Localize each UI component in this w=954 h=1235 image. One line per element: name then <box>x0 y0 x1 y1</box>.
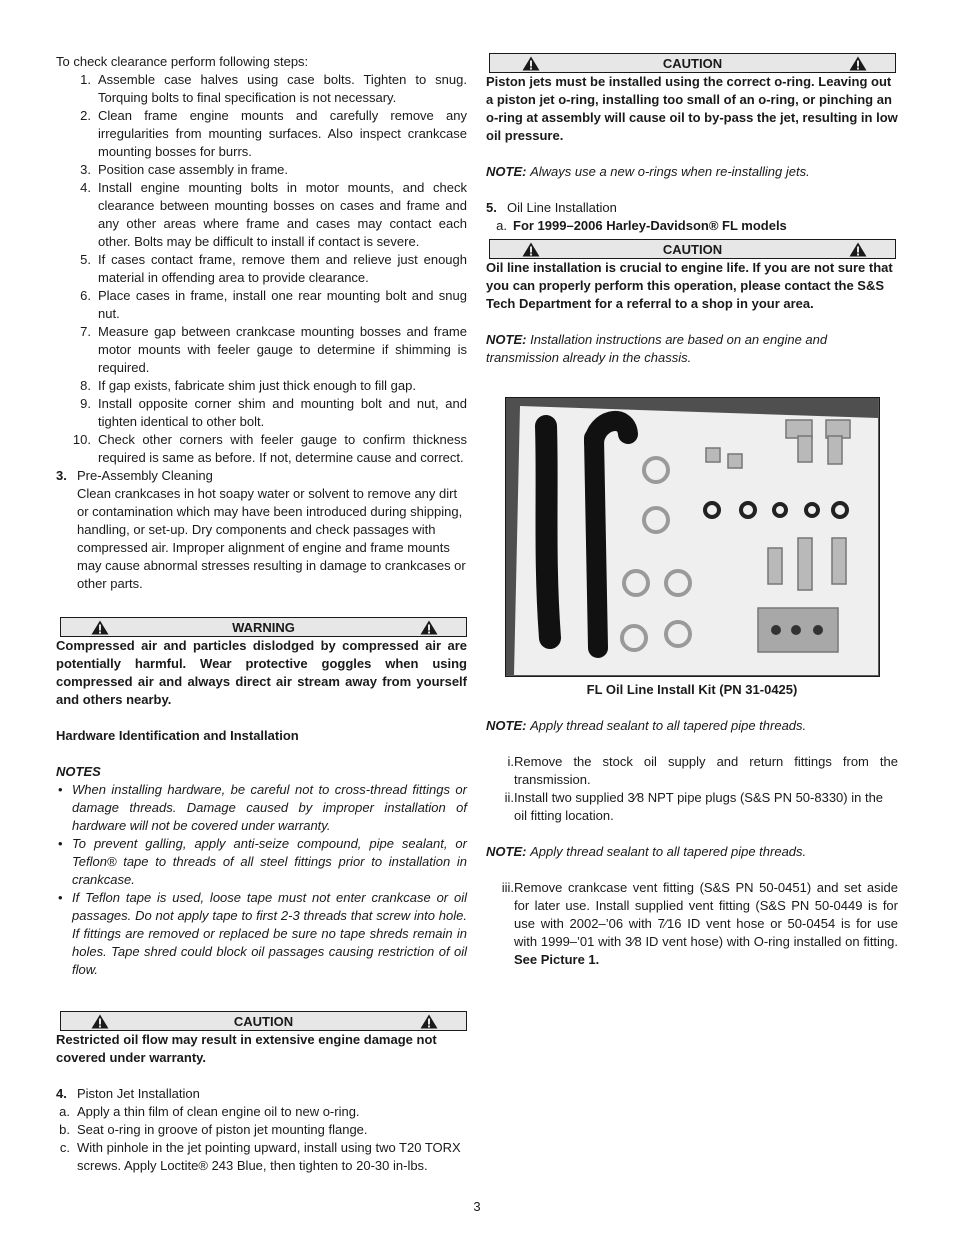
step-text: Clean frame engine mounts and carefully remove any irregularities from mounting surfaces. Also inspect crankcase mounting bosses for burrs. <box>98 108 467 159</box>
piston-jet-step <box>56 1103 467 1121</box>
roman-text: Install two supplied 3⁄8 NPT pipe plugs (S&S PN 50-8330) in the oil fitting location. <box>514 790 884 823</box>
note-label: NOTE: <box>486 844 527 859</box>
note-item <box>56 781 467 835</box>
clearance-step <box>56 377 467 395</box>
step-text: Place cases in frame, install one rear mounting bolt and snug nut. <box>98 288 467 321</box>
roman-step-i <box>486 753 898 789</box>
section-title: Piston Jet Installation <box>77 1086 200 1101</box>
caution-text: Piston jets must be installed using the correct o-ring. Leaving out a piston jet o-ring, installing too small of an o-ring, or pinching an o-ring at assembly will cause oil to by-pass the jet, resulting in low oil pressure. <box>486 74 898 143</box>
warning-label: WARNING <box>232 620 295 635</box>
roman-numeral: ii. <box>504 790 514 805</box>
step-number: 7. <box>80 324 91 339</box>
piston-jet-step <box>56 1121 467 1139</box>
item-letter: a. <box>496 218 507 233</box>
note-label: NOTE: <box>486 718 527 733</box>
note-text: Apply thread sealant to all tapered pipe threads. <box>530 718 807 733</box>
warning-text: Compressed air and particles dislodged by compressed air are potentially harmful. Wear protective goggles when using compressed air and always direct air stream away from yourself and others nearby. <box>56 638 467 707</box>
left-column <box>56 53 467 1175</box>
roman-text-body: Remove crankcase vent fitting (S&S PN 50-0451) and set aside for later use. Install supplied vent fitting (S&S PN 50-0449 is for use with 2002–’06 with 7⁄16 ID vent hose or 50-0454 is for use with 1999–’01 with 3⁄8 ID vent hose) with O-ring installed on fitting. <box>514 880 898 949</box>
bullet: • <box>58 782 63 797</box>
section-3-body: Clean crankcases in hot soapy water or solvent to remove any dirt or contamination which may have been introduced during shipping, handling, or set-up. Dry components and check passages with compressed air. Improper alignment of engine and frame mounts may cause abnormal stresses resulting in damage to crankcases or other parts. <box>77 486 466 591</box>
roman-numeral: iii. <box>501 880 514 895</box>
step-number: 4. <box>80 180 91 195</box>
note <box>486 843 898 861</box>
note-text: Always use a new o-rings when re-installing jets. <box>530 164 810 179</box>
item-text: For 1999–2006 Harley-Davidson® FL models <box>513 218 787 233</box>
clearance-step <box>56 251 467 287</box>
clearance-step <box>56 395 467 431</box>
note-text: Apply thread sealant to all tapered pipe threads. <box>530 844 807 859</box>
note <box>486 331 898 367</box>
clearance-step <box>56 323 467 377</box>
photo-caption: FL Oil Line Install Kit (PN 31-0425) <box>586 682 798 697</box>
caution-label: CAUTION <box>662 56 723 71</box>
section-title: Pre-Assembly Cleaning <box>77 468 213 483</box>
step-letter: a. <box>59 1104 70 1119</box>
kit-parts-illustration <box>506 398 878 675</box>
step-text: Measure gap between crankcase mounting bosses and frame motor mounts with feeler gauge to determine if shimming is required. <box>98 324 467 375</box>
caution-text: Oil line installation is crucial to engine life. If you are not sure that you can properly perform this operation, please contact the S&S Tech Department for a referral to a shop in your area. <box>486 260 893 311</box>
section-number: 3. <box>56 468 67 483</box>
step-number: 5. <box>80 252 91 267</box>
step-number: 9. <box>80 396 91 411</box>
clearance-intro: To check clearance perform following steps: <box>56 54 309 69</box>
note-label: NOTE: <box>486 332 527 347</box>
roman-text <box>514 879 898 969</box>
step-text: With pinhole in the jet pointing upward, install using two T20 TORX screws. Apply Loctite® 243 Blue, then tighten to 20-30 in-lbs. <box>77 1140 461 1173</box>
warning-triangle-icon <box>849 56 867 71</box>
step-text: Install engine mounting bolts in motor mounts, and check clearance between mounting bosses on cases and frame and any other areas where frame and cases may contact each other. Bolts may be difficult to install if contact is severe. <box>98 180 467 249</box>
caution-label: CAUTION <box>662 242 723 257</box>
step-number: 10. <box>72 432 91 447</box>
page-number: 3 <box>473 1199 481 1214</box>
see-picture-ref: See Picture 1. <box>514 952 600 967</box>
caution-text: Restricted oil flow may result in extensive engine damage not covered under warranty. <box>56 1032 437 1065</box>
step-text: Install opposite corner shim and mounting bolt and nut, and tighten identical to other bolt. <box>98 396 467 429</box>
bullet: • <box>58 890 63 905</box>
warning-triangle-icon <box>91 1014 109 1029</box>
section-4-heading <box>56 1085 467 1103</box>
clearance-step <box>56 431 467 467</box>
clearance-step <box>56 161 467 179</box>
note-item <box>56 835 467 889</box>
notes-list <box>56 781 467 979</box>
caution-label: CAUTION <box>233 1014 294 1029</box>
step-number: 8. <box>80 378 91 393</box>
roman-numeral: i. <box>507 754 514 769</box>
note-label: NOTE: <box>486 164 527 179</box>
step-text: Apply a thin film of clean engine oil to new o-ring. <box>77 1104 360 1119</box>
note-item-text: If Teflon tape is used, loose tape must not enter crankcase or oil passages. Do not apply tape to first 2-3 threads that screw into hole. If fittings are removed or replaced be sure no tape shreds remain in holes. Tape shred could block oil passages causing restriction of oil flow. <box>72 890 467 977</box>
section-3-heading <box>56 467 467 485</box>
note <box>486 163 898 181</box>
clearance-step <box>56 179 467 251</box>
right-column <box>486 53 898 969</box>
clearance-steps-list <box>56 71 467 467</box>
step-letter: c. <box>59 1140 70 1155</box>
warning-triangle-icon <box>522 56 540 71</box>
step-text: If gap exists, fabricate shim just thick enough to fill gap. <box>98 378 416 393</box>
clearance-step <box>56 287 467 323</box>
note <box>486 717 898 735</box>
caution-banner <box>60 1011 467 1031</box>
note-text: Installation instructions are based on an engine and transmission already in the chassis. <box>486 332 828 365</box>
section-title: Oil Line Installation <box>507 200 617 215</box>
section-number: 4. <box>56 1086 67 1101</box>
note-item <box>56 889 467 979</box>
step-number: 1. <box>80 72 91 87</box>
warning-triangle-icon <box>91 620 109 635</box>
roman-step-iii <box>486 879 898 969</box>
roman-text: Remove the stock oil supply and return fittings from the transmission. <box>514 754 898 787</box>
step-text: If cases contact frame, remove them and relieve just enough material in offending area to provide clearance. <box>98 252 467 285</box>
caution-banner <box>489 239 896 259</box>
oil-line-kit-photo <box>505 397 880 677</box>
step-text: Assemble case halves using case bolts. Tighten to snug. Torquing bolts to final specification is not necessary. <box>98 72 467 105</box>
section-number: 5. <box>486 200 497 215</box>
step-letter: b. <box>59 1122 70 1137</box>
warning-triangle-icon <box>849 242 867 257</box>
warning-banner <box>60 617 467 637</box>
clearance-step <box>56 107 467 161</box>
warning-triangle-icon <box>420 620 438 635</box>
section-5-a <box>486 217 898 235</box>
step-text: Position case assembly in frame. <box>98 162 289 177</box>
step-number: 3. <box>80 162 91 177</box>
note-item-text: To prevent galling, apply anti-seize compound, pipe sealant, or Teflon® tape to threads of all steel fittings prior to installation in crankcase. <box>72 836 467 887</box>
roman-step-ii <box>486 789 898 825</box>
note-item-text: When installing hardware, be careful not to cross-thread fittings or damage threads. Damage caused by improper installation of hardware will not be covered under warranty. <box>72 782 467 833</box>
warning-triangle-icon <box>522 242 540 257</box>
step-number: 6. <box>80 288 91 303</box>
caution-banner <box>489 53 896 73</box>
step-text: Check other corners with feeler gauge to confirm thickness required is same as before. If not, determine cause and correct. <box>98 432 467 465</box>
bullet: • <box>58 836 63 851</box>
section-5-heading <box>486 199 898 217</box>
piston-jet-steps <box>56 1103 467 1175</box>
clearance-step <box>56 71 467 107</box>
warning-triangle-icon <box>420 1014 438 1029</box>
step-number: 2. <box>80 108 91 123</box>
notes-heading: NOTES <box>56 764 101 779</box>
step-text: Seat o-ring in groove of piston jet mounting flange. <box>77 1122 368 1137</box>
hardware-heading: Hardware Identification and Installation <box>56 728 299 743</box>
piston-jet-step <box>56 1139 467 1175</box>
